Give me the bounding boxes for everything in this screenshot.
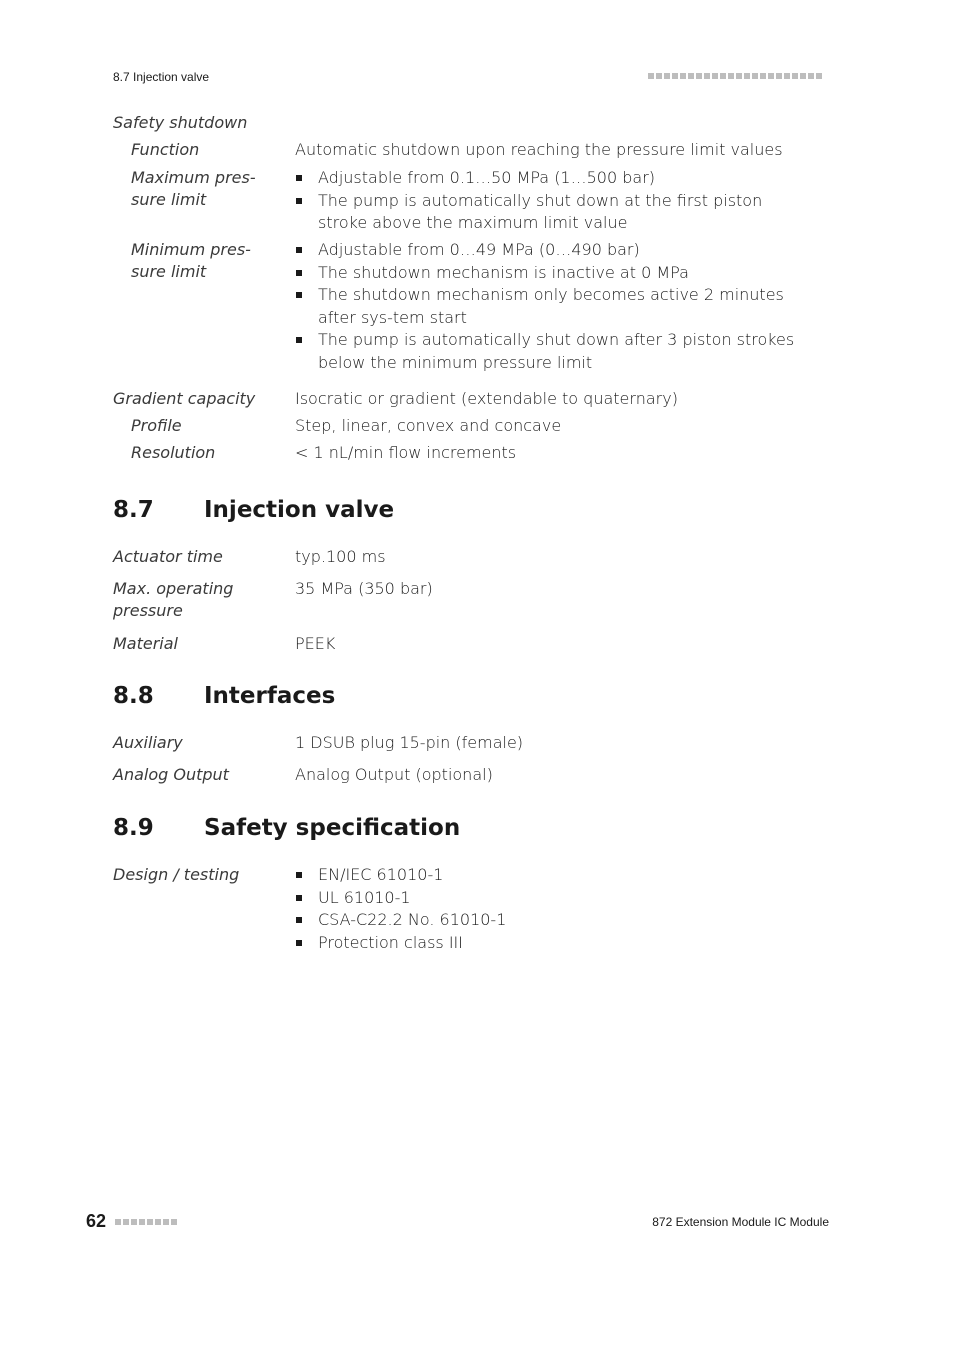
min-pressure-list — [295, 239, 805, 374]
actuator-time-label: Actuator time — [113, 547, 223, 566]
resolution-label: Resolution — [131, 443, 216, 462]
standards-list — [295, 864, 805, 954]
max-pressure-label: Maximum pres-sure limit — [131, 168, 256, 209]
design-testing-label: Design / testing — [113, 865, 240, 884]
material-value: PEEK — [295, 634, 336, 653]
safety-shutdown-label: Safety shutdown — [113, 113, 248, 132]
min-pressure-label: Minimum pres-sure limit — [131, 240, 251, 281]
max-operating-pressure-label: Max. operating pressure — [113, 579, 234, 620]
analog-output-value: Analog Output (optional) — [295, 765, 493, 784]
footer-decoration — [115, 1219, 177, 1225]
list-item: The pump is automatically shut down after 3 piston strokes below the minimum pressure limit — [295, 329, 805, 374]
resolution-value: < 1 nL/min flow increments — [295, 443, 517, 462]
max-operating-pressure-value: 35 MPa (350 bar) — [295, 579, 433, 598]
section-title: Injection valve — [204, 497, 395, 523]
actuator-time-value: typ.100 ms — [295, 547, 386, 566]
list-item: Protection class III — [295, 932, 805, 955]
profile-value: Step, linear, convex and concave — [295, 416, 562, 435]
section-title: Safety specification — [204, 815, 461, 841]
gradient-capacity-value: Isocratic or gradient (extendable to quaternary) — [295, 389, 678, 408]
auxiliary-label: Auxiliary — [113, 733, 183, 752]
page-number: 62 — [86, 1211, 107, 1231]
function-label: Function — [131, 140, 200, 159]
section-title: Interfaces — [204, 683, 336, 709]
list-item: Adjustable from 0…49 MPa (0…490 bar) — [295, 239, 805, 262]
material-label: Material — [113, 634, 178, 653]
list-item: The pump is automatically shut down at the first piston stroke above the maximum limit value — [295, 190, 805, 235]
section-number: 8.9 — [113, 815, 154, 841]
document-title: 872 Extension Module IC Module — [652, 1215, 829, 1229]
auxiliary-value: 1 DSUB plug 15-pin (female) — [295, 733, 524, 752]
profile-label: Profile — [131, 416, 182, 435]
analog-output-label: Analog Output — [113, 765, 229, 784]
list-item: The shutdown mechanism is inactive at 0 MPa — [295, 262, 805, 285]
header-decoration — [648, 73, 822, 79]
list-item: The shutdown mechanism only becomes active 2 minutes after sys-tem start — [295, 284, 805, 329]
gradient-capacity-label: Gradient capacity — [113, 389, 256, 408]
section-number: 8.7 — [113, 497, 154, 523]
list-item: CSA-C22.2 No. 61010-1 — [295, 909, 805, 932]
function-value: Automatic shutdown upon reaching the pressure limit values — [295, 140, 783, 159]
max-pressure-list — [295, 167, 805, 235]
section-number: 8.8 — [113, 683, 154, 709]
list-item: EN/IEC 61010-1 — [295, 864, 805, 887]
list-item: UL 61010-1 — [295, 887, 805, 910]
running-header: 8.7 Injection valve — [113, 70, 210, 84]
list-item: Adjustable from 0.1…50 MPa (1…500 bar) — [295, 167, 805, 190]
